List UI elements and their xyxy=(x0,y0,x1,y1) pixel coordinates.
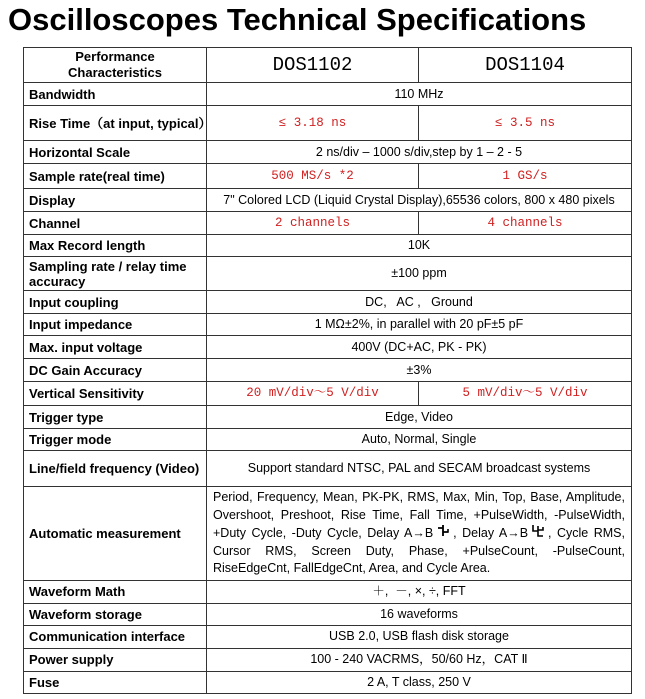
table-row xyxy=(24,429,632,451)
row-label: Vertical Sensitivity xyxy=(24,382,207,406)
row-label: Input coupling xyxy=(24,291,207,314)
row-value xyxy=(207,487,632,581)
row-value: 7" Colored LCD (Liquid Crystal Display),65536 colors, 800 x 480 pixels xyxy=(207,189,632,212)
falling-edge-icon xyxy=(532,524,544,538)
page-title: Oscilloscopes Technical Specifications xyxy=(8,2,587,37)
model-dos1102: DOS1102 xyxy=(207,48,419,83)
row-label: Channel xyxy=(24,212,207,235)
row-value-dos1104: 5 mV/div～5 V/div xyxy=(419,382,632,406)
measure-text-3: , Cycle RMS, Cursor RMS, Screen Duty, Phase, +PulseCount, -PulseCount, RiseEdgeCnt, FallEdgeCnt, Area, and Cycle Area. xyxy=(213,526,625,575)
model-dos1104: DOS1104 xyxy=(419,48,632,83)
row-value-dos1102: 500 MS/s *2 xyxy=(207,164,419,189)
table-row xyxy=(24,487,632,581)
table-row xyxy=(24,451,632,487)
table-row xyxy=(24,648,632,671)
row-label: Communication interface xyxy=(24,625,207,648)
row-value: 2 ns/div – 1000 s/div,step by 1 – 2 - 5 xyxy=(207,141,632,164)
row-value-dos1104: 4 channels xyxy=(419,212,632,235)
row-label: DC Gain Accuracy xyxy=(24,359,207,382)
table-row xyxy=(24,235,632,257)
row-label: Bandwidth xyxy=(24,83,207,106)
row-label: Rise Time（at input, typical） xyxy=(24,106,207,141)
row-label: Sampling rate / relay time accuracy xyxy=(24,257,207,291)
table-row xyxy=(24,83,632,106)
row-label: Sample rate(real time) xyxy=(24,164,207,189)
row-value: Edge, Video xyxy=(207,406,632,429)
table-row xyxy=(24,671,632,693)
row-label: Max. input voltage xyxy=(24,336,207,359)
row-label: Waveform storage xyxy=(24,603,207,625)
table-row xyxy=(24,141,632,164)
table-row xyxy=(24,257,632,291)
table-row xyxy=(24,291,632,314)
table-row xyxy=(24,336,632,359)
row-value: 1 MΩ±2%, in parallel with 20 pF±5 pF xyxy=(207,314,632,336)
row-value-dos1102: 20 mV/div～5 V/div xyxy=(207,382,419,406)
row-value: ±3% xyxy=(207,359,632,382)
row-value: 16 waveforms xyxy=(207,603,632,625)
row-value: USB 2.0, USB flash disk storage xyxy=(207,625,632,648)
row-value: 2 A, T class, 250 V xyxy=(207,671,632,693)
row-value-dos1104: ≤ 3.5 ns xyxy=(419,106,632,141)
row-value: Support standard NTSC, PAL and SECAM broadcast systems xyxy=(207,451,632,487)
table-row xyxy=(24,603,632,625)
row-label: Trigger mode xyxy=(24,429,207,451)
row-label: Trigger type xyxy=(24,406,207,429)
measure-text-1: Period, Frequency, Mean, PK-PK, RMS, Max, Min, Top, Base, Amplitude, Overshoot, Preshoot, Rise Time, Fall Time, +PulseWidth, -PulseWidth, +Duty Cycle, -Duty Cycle, Delay A→B xyxy=(213,490,625,540)
row-value-dos1102: ≤ 3.18 ns xyxy=(207,106,419,141)
row-label: Display xyxy=(24,189,207,212)
row-label: Power supply xyxy=(24,648,207,671)
header-row xyxy=(24,48,632,83)
row-value: Auto, Normal, Single xyxy=(207,429,632,451)
table-row xyxy=(24,359,632,382)
table-row xyxy=(24,406,632,429)
row-value: 400V (DC+AC, PK - PK) xyxy=(207,336,632,359)
spec-table xyxy=(23,47,632,694)
row-value-dos1104: 1 GS/s xyxy=(419,164,632,189)
rising-edge-icon xyxy=(437,524,449,538)
table-row xyxy=(24,164,632,189)
row-label: Input impedance xyxy=(24,314,207,336)
row-value: 10K xyxy=(207,235,632,257)
table-row xyxy=(24,212,632,235)
table-row xyxy=(24,382,632,406)
table-row xyxy=(24,625,632,648)
row-label: Waveform Math xyxy=(24,580,207,603)
table-row xyxy=(24,580,632,603)
row-label: Automatic measurement xyxy=(24,487,207,581)
measure-text-2: , Delay A→B xyxy=(453,526,529,540)
row-value: 100 - 240 VACRMS，50/60 Hz，CAT Ⅱ xyxy=(207,648,632,671)
row-value: ±100 ppm xyxy=(207,257,632,291)
table-row xyxy=(24,106,632,141)
row-value-dos1102: 2 channels xyxy=(207,212,419,235)
row-label: Line/field frequency (Video) xyxy=(24,451,207,487)
row-label: Horizontal Scale xyxy=(24,141,207,164)
row-value: DC, AC , Ground xyxy=(207,291,632,314)
header-label: Performance Characteristics xyxy=(24,48,207,83)
row-value: ＋, －, ×, ÷, FFT xyxy=(207,580,632,603)
table-row xyxy=(24,314,632,336)
row-value: 110 MHz xyxy=(207,83,632,106)
table-row xyxy=(24,189,632,212)
row-label: Max Record length xyxy=(24,235,207,257)
row-label: Fuse xyxy=(24,671,207,693)
